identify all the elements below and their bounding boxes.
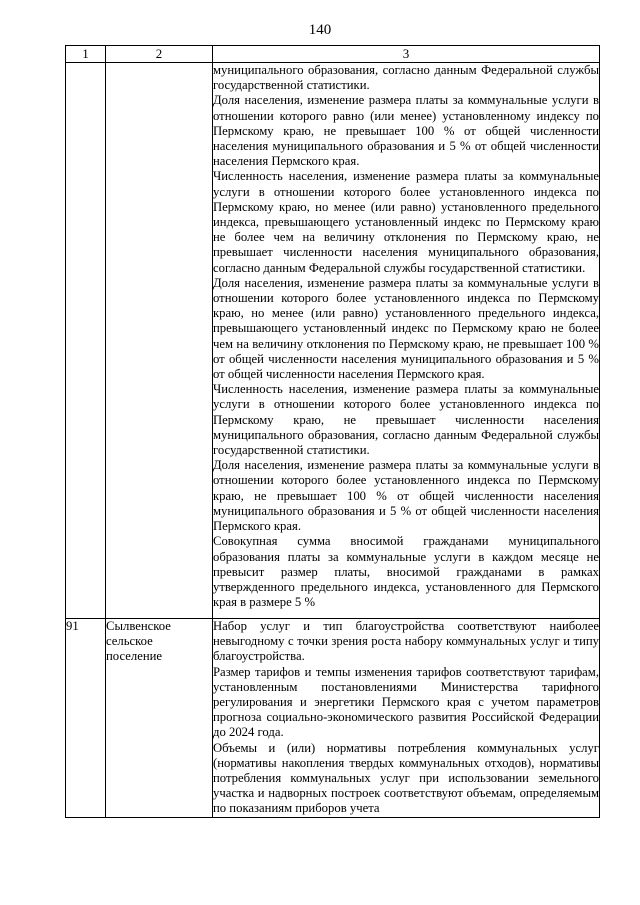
table-row: [66, 619, 600, 818]
column-header-3: 3: [213, 46, 600, 63]
row-number-cell: 91: [66, 619, 106, 818]
description-cell: [213, 63, 600, 619]
description-paragraph: Численность населения, изменение размера платы за коммунальные услуги в отношении которого более установленного индекса по Пермскому краю, не превышает численности населения муниципального образования, согласно данным Федеральной службы государственной статистики.: [213, 382, 599, 458]
description-paragraph: Набор услуг и тип благоустройства соответствуют наиболее невыгодному с точки зрения роста набору коммунальных услуг и типу благоустройства.: [213, 619, 599, 664]
description-paragraph: Доля населения, изменение размера платы за коммунальные услуги в отношении которого более установленного индекса по Пермскому краю, не превышает 100 % от общей численности населения муниципального образования и 5 % от общей численности населения Пермского края.: [213, 458, 599, 534]
description-paragraph: Размер тарифов и темпы изменения тарифов соответствуют тарифам, установленным постановлениями Министерства тарифного регулирования и энергетики Пермского края с учетом параметров прогноза социально-экономического развития Российской Федерации до 2024 года.: [213, 664, 599, 740]
document-table: [65, 45, 600, 818]
table-header-row: [66, 46, 600, 63]
description-cell: [213, 619, 600, 818]
municipality-name-cell: Сылвенское сельское поселение: [106, 619, 213, 818]
column-header-1: 1: [66, 46, 106, 63]
description-paragraph: Объемы и (или) нормативы потребления коммунальных услуг (нормативы накопления твердых коммунальных отходов), нормативы потребления коммунальных услуг при использовании земельного участка и надворных построек соответствуют объемам, определяемым по показаниям приборов учета: [213, 740, 599, 816]
table-row: [66, 63, 600, 619]
column-header-2: 2: [106, 46, 213, 63]
description-paragraph: Численность населения, изменение размера платы за коммунальные услуги в отношении которого более установленного индекса по Пермскому краю, но менее (или равно) установленного предельного индекса, превышающего установленный индекс по Пермскому краю не более чем на величину отклонения по Пермскому краю, не превышает численности населения муниципального образования, согласно данным Федеральной службы государственной статистики.: [213, 169, 599, 275]
page-number: 140: [308, 22, 332, 38]
municipality-name-cell: [106, 63, 213, 619]
description-paragraph: Совокупная сумма вносимой гражданами муниципального образования платы за коммунальные услуги в каждом месяце не превысит размер платы, вносимой гражданами в рамках утвержденного предельного индекса, установленного для Пермского края в размере 5 %: [213, 534, 599, 610]
description-paragraph: Доля населения, изменение размера платы за коммунальные услуги в отношении которого более установленного индекса по Пермскому краю, но менее (или равно) установленного предельного индекса, превышающего установленный индекс по Пермскому краю не более чем на величину отклонения по Пермскому краю, не превышает 100 % от общей численности населения муниципального образования и 5 % от общей численности населения Пермского края.: [213, 275, 599, 382]
description-paragraph: муниципального образования, согласно данным Федеральной службы государственной статистики.: [213, 63, 599, 93]
row-number-cell: [66, 63, 106, 619]
description-paragraph: Доля населения, изменение размера платы за коммунальные услуги в отношении которого равно (или менее) установленному индексу по Пермскому краю, не превышает 100 % от общей численности населения муниципального образования и 5 % от общей численности населения Пермского края.: [213, 93, 599, 169]
